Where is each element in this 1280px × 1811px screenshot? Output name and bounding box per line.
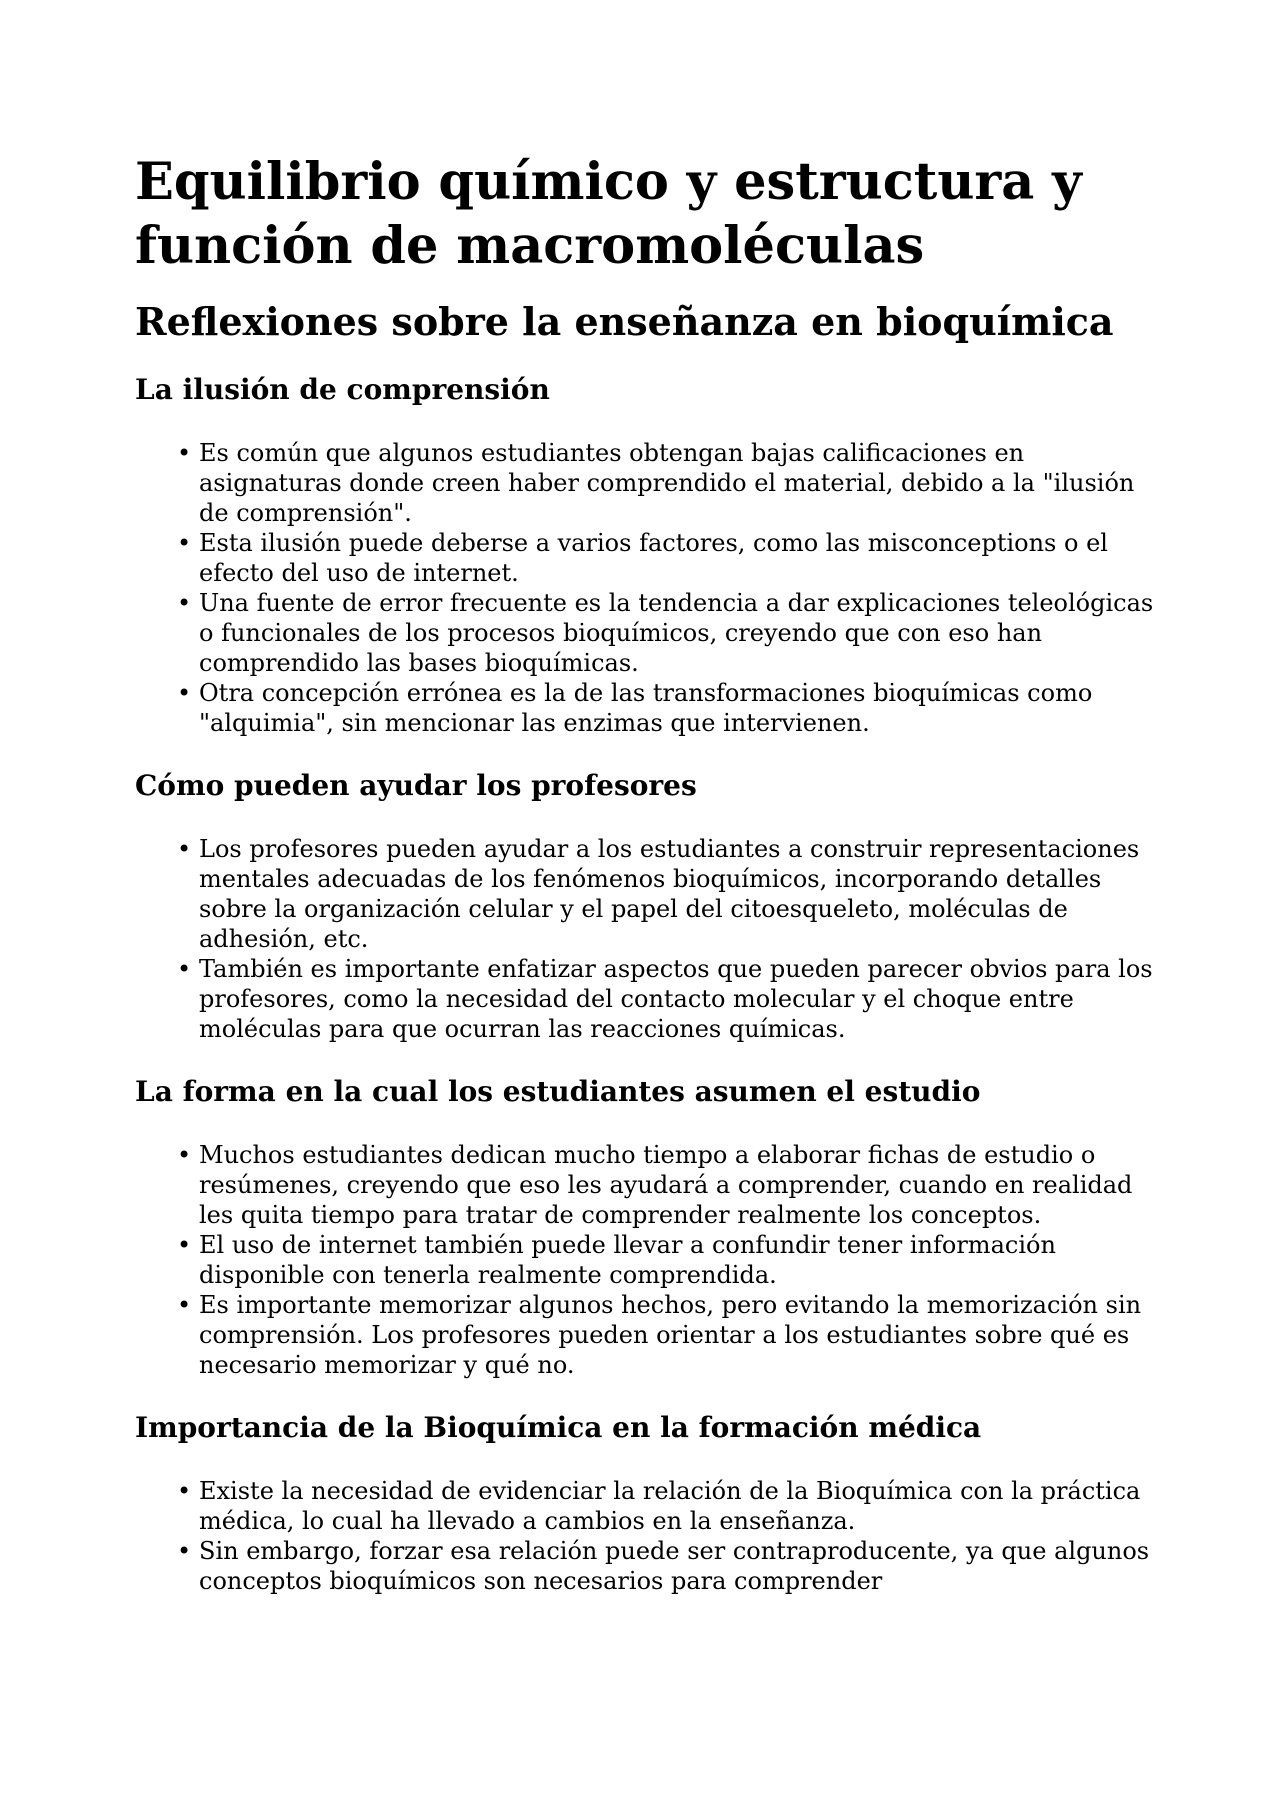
list-item: • El uso de internet también puede llevar a confundir tener información disponible con tenerla realmente comprendida. [199,1230,1155,1290]
list-item: • Esta ilusión puede deberse a varios factores, como las misconceptions o el efecto del uso de internet. [199,528,1155,588]
list-item: • Una fuente de error frecuente es la tendencia a dar explicaciones teleológicas o funcionales de los procesos bioquímicos, creyendo que con eso han comprendido las bases bioquímicas. [199,588,1155,678]
section-bioquimica-formacion-medica [135,1410,1155,1596]
list-item: • Es común que algunos estudiantes obtengan bajas calificaciones en asignaturas donde creen haber comprendido el material, debido a la "ilusión de comprensión". [199,438,1155,528]
list-item: • También es importante enfatizar aspectos que pueden parecer obvios para los profesores, como la necesidad del contacto molecular y el choque entre moléculas para que ocurran las reacciones químicas. [199,954,1155,1044]
bullet-list [135,1476,1155,1596]
list-item: • Sin embargo, forzar esa relación puede ser contraproducente, ya que algunos conceptos bioquímicos son necesarios para comprender [199,1536,1155,1596]
section-forma-estudio [135,1074,1155,1380]
list-item: • Es importante memorizar algunos hechos, pero evitando la memorización sin comprensión. Los profesores pueden orientar a los estudiantes sobre qué es necesario memorizar y qué no. [199,1290,1155,1380]
list-item: • Muchos estudiantes dedican mucho tiempo a elaborar fichas de estudio o resúmenes, creyendo que eso les ayudará a comprender, cuando en realidad les quita tiempo para tratar de comprender realmente los conceptos. [199,1140,1155,1230]
section-heading: La ilusión de comprensión [135,373,550,406]
list-item: • Existe la necesidad de evidenciar la relación de la Bioquímica con la práctica médica, lo cual ha llevado a cambios en la enseñanza. [199,1476,1155,1536]
list-item: • Otra concepción errónea es la de las transformaciones bioquímicas como "alquimia", sin mencionar las enzimas que intervienen. [199,678,1155,738]
bullet-list [135,438,1155,738]
section-heading: Importancia de la Bioquímica en la formación médica [135,1411,982,1444]
list-item: • Los profesores pueden ayudar a los estudiantes a construir representaciones mentales adecuadas de los fenómenos bioquímicos, incorporando detalles sobre la organización celular y el papel del citoesqueleto, moléculas de adhesión, etc. [199,834,1155,954]
section-heading: Cómo pueden ayudar los profesores [135,769,697,802]
section-ilusion-comprension [135,372,1155,738]
bullet-list [135,1140,1155,1380]
section-ayuda-profesores [135,768,1155,1044]
document-subtitle: Reflexiones sobre la enseñanza en bioquímica [135,299,1114,344]
document-title: Equilibrio químico y estructura y función de macromoléculas [135,152,1082,276]
document-page [135,0,1155,1596]
section-heading: La forma en la cual los estudiantes asumen el estudio [135,1075,981,1108]
bullet-list [135,834,1155,1044]
